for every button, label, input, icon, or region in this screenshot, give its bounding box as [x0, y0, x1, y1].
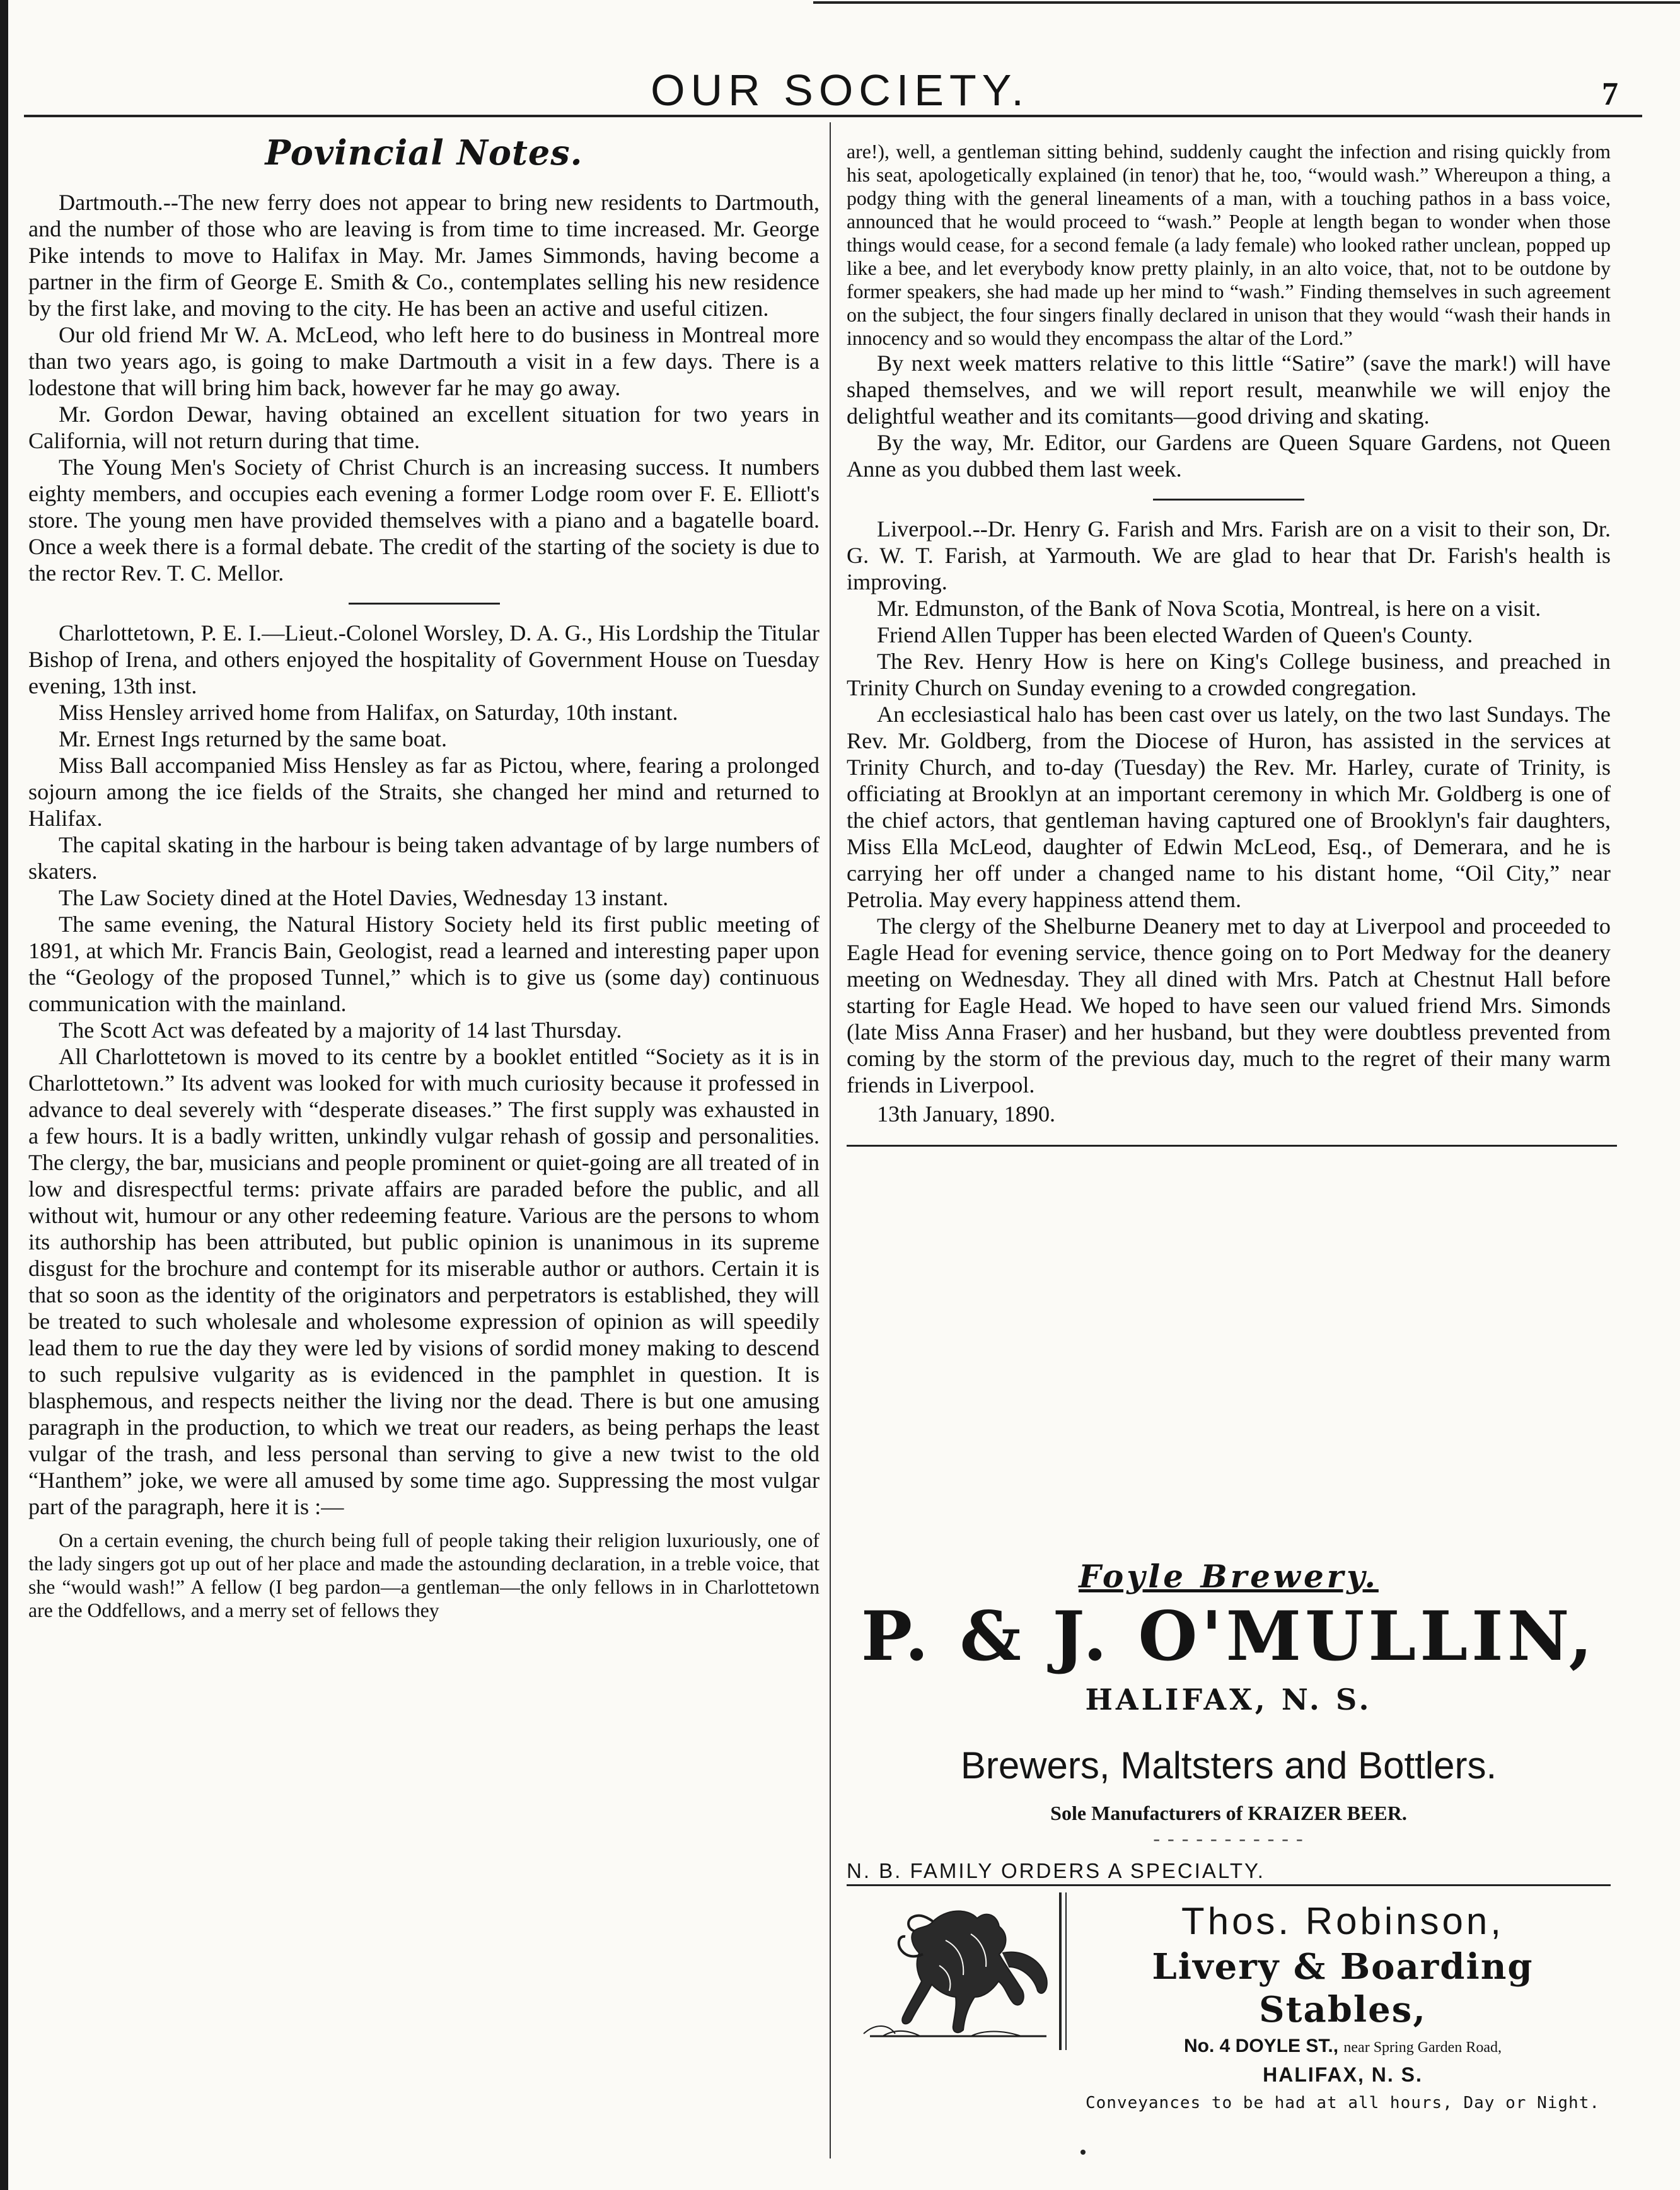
dartmouth-paragraph: The Young Men's Society of Christ Church is an increasing success. It numbers eighty members, and occupies each evening a former Lodge room over F. E. Elliott's store. The young men have provided themselves with a piano and a bagatelle board. Once a week there is a formal debate. The credit of the starting of the society is due to the rector Rev. T. C. Mellor.: [28, 455, 820, 586]
satire-quote: On a certain evening, the church being full of people taking their religion luxuriously, one of the lady singers got up out of her place and made the astounding declaration, in a treble voice, that she “would wash!” A fellow (I beg pardon—a gentleman—the only fellows in in Charlottetown are the Oddfellows, and a merry set of fellows they: [28, 1529, 820, 1621]
livery-advertisement: [1072, 1899, 1614, 2114]
livery-conveyance: Conveyances to be had at all hours, Day or Night.: [1085, 2094, 1600, 2112]
livery-city: HALIFAX, N. S.: [1263, 2063, 1423, 2086]
right-column: [847, 140, 1611, 1163]
livery-street: No. 4 DOYLE ST.,: [1184, 2036, 1339, 2056]
charlottetown-paragraph: The same evening, the Natural History Society held its first public meeting of 1891, at which Mr. Francis Bain, Geologist, read a learned and interesting paper upon the “Geology of the proposed Tunnel,” which is to give us (some day) continuous communication with the mainland.: [28, 912, 820, 1016]
brewery-family-orders: N. B. FAMILY ORDERS A SPECIALTY.: [847, 1859, 1265, 1882]
charlottetown-paragraph: The Law Society dined at the Hotel Davies, Wednesday 13 instant.: [59, 885, 669, 910]
liverpool-paragraph: Liverpool.--Dr. Henry G. Farish and Mrs. Farish are on a visit to their son, Dr. G. W. T. Farish, at Yarmouth. We are glad to hear that Dr. Farish's health is improving.: [847, 516, 1611, 594]
livery-stables-title: Livery & Boarding Stables,: [1152, 1946, 1534, 2031]
brewery-advertisement: [847, 1557, 1611, 1885]
charlottetown-paragraph: Miss Ball accompanied Miss Hensley as far as Pictou, where, fearing a prolonged sojourn among the ice fields of the Straits, she changed her mind and returned to Halifax.: [28, 753, 820, 831]
commentary-paragraph: By next week matters relative to this little “Satire” (save the mark!) will have shaped themselves, and we will report result, meanwhile we will enjoy the delightful weather and its comitants—good driving and skating.: [847, 351, 1611, 429]
masthead-title: OUR SOCIETY.: [651, 66, 1029, 115]
section-title: Povincial Notes.: [265, 132, 583, 173]
brewery-firm-name: P. & J. O'MULLIN,: [860, 1597, 1597, 1676]
left-column: [28, 132, 820, 1622]
page-number: 7: [1602, 76, 1618, 112]
page-left-border: [0, 0, 8, 2190]
advert-separator: [847, 1884, 1611, 1886]
charlottetown-paragraph: All Charlottetown is moved to its centre by a booklet entitled “Society as it is in Charlottetown.” Its advent was looked for with much curiosity because it professed in advance to deal severely with “desperate diseases.” The first supply was exhausted in a few hours. It is a badly written, unkindly vulgar rehash of gossip and personalities. The clergy, the bar, musicians and people prominent or quiet-going are all treated of in low and disrespectful terms: private affairs are paraded before the public, and all without wit, humour or any other redeeming feature. Various are the persons to whom its authorship has been attributed, but public opinion is unanimous in its supreme disgust for the brochure and contempt for its miserable author or authors. Certain it is that so soon as the identity of the originators and perpetrators is established, they will be treated to such wholesale and wholesome expression of opinion as will speedily lead them to rue the day they were led by visions of sordid money making to descend to such repulsive vulgarity as is evidenced in the pamphlet in question. It is blasphemous, and respects neither the living nor the dead. There is but one amusing paragraph in the production, to which we treat our readers, as being perhaps the least vulgar of the trash, and less personal than serving to give a new twist to the old “Hanthem” joke, we were all amused by some time ago. Suppressing the most vulgar part of the paragraph, here it is :—: [28, 1044, 820, 1519]
dartmouth-paragraph: Mr. Gordon Dewar, having obtained an excellent situation for two years in California, will not return during that time.: [28, 402, 820, 453]
header-rule: [24, 115, 1642, 117]
rearing-horse-engraving-icon: [857, 1896, 1053, 2048]
satire-quote-continued: are!), well, a gentleman sitting behind, suddenly caught the infection and rising quickly from his seat, apologetically explained (in tenor) that he, too, “would wash.” Whereupon a thing, a podgy thing with the general lineaments of a man, with a touching pathos in a bass voice, announced that he would proceed to “wash.” People at length began to wonder when those things would cease, for a second female (a lady female) who looked rather unclean, popped up like a bee, and let everybody know pretty plainly, in an alto voice, that, not to be outdone by former speakers, she had made up her mind to “wash.” Finding themselves in such agreement on the subject, the four singers finally declared in unison that they would “wash their hands in innocency and so would they encompass the altar of the Lord.”: [847, 141, 1611, 349]
livery-vertical-rule: [1065, 1892, 1067, 2050]
dartmouth-paragraph: Our old friend Mr W. A. McLeod, who left here to do business in Montreal more than two years ago, is going to make Dartmouth a visit in a few days. There is a lodestone that will bring him back, however far he may go away.: [28, 322, 820, 400]
brewery-city: HALIFAX, N. S.: [1085, 1683, 1372, 1717]
liverpool-paragraph: An ecclesiastical halo has been cast over us lately, on the two last Sundays. The Rev. Mr. Goldberg, from the Diocese of Huron, has assisted in the services at Trinity Church, and to-day (Tuesday) the Rev. Mr. Harley, curate of Trinity, is officiating at Brooklyn at an important ceremony in which Mr. Goldberg is one of the chief actors, that gentleman having captured one of Brooklyn's fair daughters, Miss Ella McLeod, daughter of Edwin McLeod, Esq., of Demerara, and he is carrying her off under a changed name to his distant home, “Oil City,” near Petrolia. May every happiness attend them.: [847, 702, 1611, 912]
livery-address-note: near Spring Garden Road,: [1343, 2039, 1502, 2056]
charlottetown-paragraph: The capital skating in the harbour is being taken advantage of by large numbers of skaters.: [28, 832, 820, 884]
charlottetown-paragraph: The Scott Act was defeated by a majority of 14 last Thursday.: [59, 1017, 622, 1043]
advert-rule: [847, 1145, 1617, 1147]
liverpool-paragraph: Friend Allen Tupper has been elected Warden of Queen's County.: [877, 622, 1473, 647]
liverpool-paragraph: The Rev. Henry How is here on King's College business, and preached in Trinity Church on Sunday evening to a crowded congregation.: [847, 649, 1611, 700]
brewery-dash-rule: - - - - - - - - - - -: [1153, 1827, 1304, 1850]
liverpool-paragraph: Mr. Edmunston, of the Bank of Nova Scotia, Montreal, is here on a visit.: [877, 596, 1541, 621]
dateline: 13th January, 1890.: [877, 1101, 1056, 1127]
bottom-dot: [1080, 2150, 1086, 2155]
charlottetown-paragraph: Miss Hensley arrived home from Halifax, on Saturday, 10th instant.: [59, 700, 678, 725]
commentary-paragraph: By the way, Mr. Editor, our Gardens are Queen Square Gardens, not Queen Anne as you dubbed them last week.: [847, 430, 1611, 482]
livery-address: [1072, 2034, 1614, 2060]
brewery-trade: Brewers, Maltsters and Bottlers.: [960, 1744, 1497, 1787]
charlottetown-paragraph: Charlottetown, P. E. I.—Lieut.-Colonel Worsley, D. A. G., His Lordship the Titular Bishop of Irena, and others enjoyed the hospitality of Government House on Tuesday evening, 13th inst.: [28, 620, 820, 698]
livery-proprietor: Thos. Robinson,: [1181, 1900, 1504, 1942]
liverpool-paragraph: The clergy of the Shelburne Deanery met to day at Liverpool and proceeded to Eagle Head for evening service, thence going on to Port Medway for the deanery meeting on Wednesday. They all dined with Mrs. Patch at Chestnut Hall before starting for Eagle Head. We hoped to have seen our valued friend Mrs. Simonds (late Miss Anna Fraser) and her husband, but they were doubtless prevented from coming by the storm of the previous day, much to the regret of their many warm friends in Liverpool.: [847, 913, 1611, 1098]
brewery-title: Foyle Brewery.: [1079, 1558, 1379, 1595]
top-rule: [813, 1, 1680, 4]
dartmouth-paragraph: Dartmouth.--The new ferry does not appear to bring new residents to Dartmouth, and the number of those who are leaving is from time to time increased. Mr. George Pike intends to move to Halifax in May. Mr. James Simmonds, having become a partner in the firm of George E. Smith & Co., contemplates selling his new residence by the first lake, and moving to the city. He has been an active and useful citizen.: [28, 190, 820, 321]
brewery-sole-manufacturers: Sole Manufacturers of KRAIZER BEER.: [1050, 1802, 1407, 1824]
column-divider: [830, 122, 831, 2158]
section-rule: [349, 603, 500, 605]
livery-vertical-rule: [1059, 1892, 1062, 2050]
section-rule: [1153, 499, 1304, 501]
charlottetown-paragraph: Mr. Ernest Ings returned by the same boat.: [59, 726, 448, 751]
